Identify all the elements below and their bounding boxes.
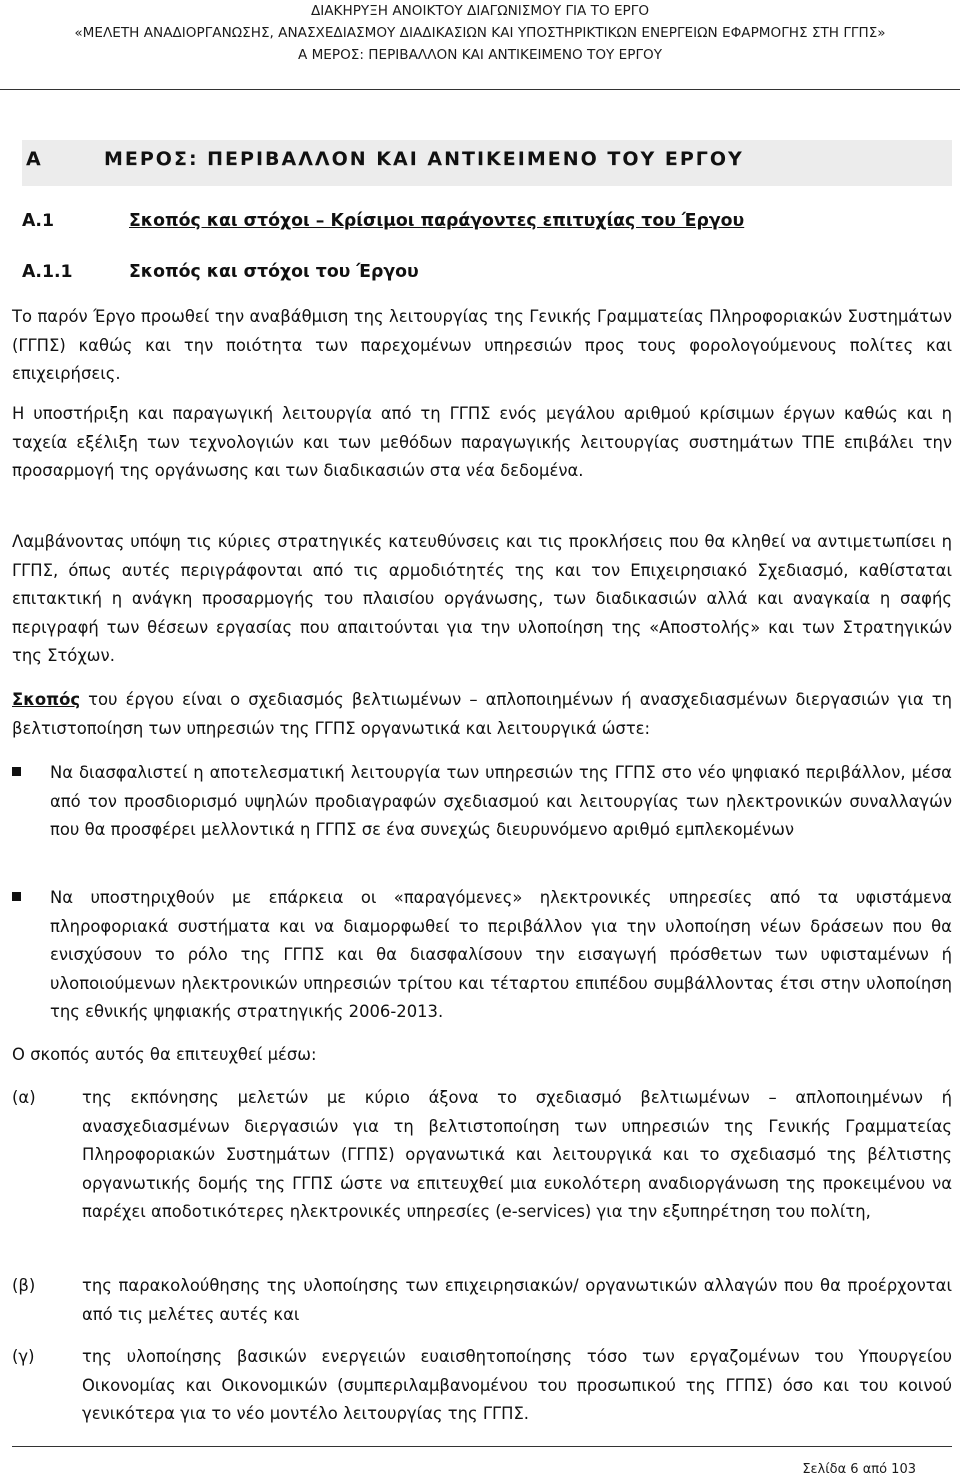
subsection-title: Σκοπός και στόχοι – Κρίσιμοι παράγοντες επιτυχίας του Έργου <box>129 211 745 231</box>
list-text: της υλοποίησης βασικών ενεργειών ευαισθητοποίησης τόσο των εργαζομένων του Υπουργείου Οικονομίας και Οικονομικών (συμπεριλαμβανομένου του προσωπικού της ΓΓΠΣ) όσο και του κοινού γενικότερα για το νέο μοντέλο λειτουργίας της ΓΓΠΣ. <box>82 1347 952 1423</box>
section-title: ΜΕΡΟΣ: ΠΕΡΙΒΑΛΛΟΝ ΚΑΙ ΑΝΤΙΚΕΙΜΕΝΟ ΤΟΥ ΕΡΓΟΥ <box>104 148 744 170</box>
section-number: Α <box>26 148 41 170</box>
section-heading <box>22 140 952 186</box>
page-header <box>0 0 960 90</box>
list-label: (β) <box>12 1276 36 1295</box>
paragraph-4-text: του έργου είναι ο σχεδιασμός βελτιωμένων – απλοποιημένων ή ανασχεδιασμένων διεργασιών για τη βελτιστοποίηση των υπηρεσιών της ΓΓΠΣ οργανωτικά και λειτουργικά ώστε: <box>12 690 952 738</box>
header-line-1: ΔΙΑΚΗΡΥΞΗ ΑΝΟΙΚΤΟΥ ΔΙΑΓΩΝΙΣΜΟΥ ΓΙΑ ΤΟ ΕΡΓΟ <box>310 3 650 19</box>
subsection-number: Α.1 <box>22 211 54 231</box>
square-bullet-icon <box>12 767 21 776</box>
header-divider <box>0 89 960 90</box>
list-text: της εκπόνησης μελετών με κύριο άξονα το σχεδιασμό βελτιωμένων – απλοποιημένων ή ανασχεδιασμένων διεργασιών για τη βελτιστοποίηση των υπηρεσιών της Γενικής Γραμματείας Πληροφοριακών Συστημάτων (ΓΓΠΣ) οργανωτικά και λειτουργικά και το σχεδιασμό της βέλτιστης οργανωτικής δομής της ΓΓΠΣ ώστε να επιτευχθεί μια ευκολότερη αναδιοργάνωση της προκειμένου να παρέχει αποδοτικότερες ηλεκτρονικές υπηρεσίες (e-services) για την εξυπηρέτηση του πολίτη, <box>82 1088 952 1221</box>
list-label: (γ) <box>12 1347 35 1366</box>
paragraph-1: Το παρόν Έργο προωθεί την αναβάθμιση της λειτουργίας της Γενικής Γραμματείας Πληροφοριακών Συστημάτων (ΓΓΠΣ) καθώς και την ποιότητα των παρεχομένων υπηρεσιών προς τους φορολογούμενους πολίτες και επιχειρήσεις. <box>12 307 952 383</box>
list-text: της παρακολούθησης της υλοποίησης των επιχειρησιακών/ οργανωτικών αλλαγών που θα προέρχονται από τις μελέτες αυτές και <box>82 1276 952 1324</box>
subsubsection-title: Σκοπός και στόχοι του Έργου <box>129 262 419 282</box>
paragraph-5: Ο σκοπός αυτός θα επιτευχθεί μέσω: <box>12 1045 317 1064</box>
purpose-keyword: Σκοπός <box>12 690 81 709</box>
header-line-2: «ΜΕΛΕΤΗ ΑΝΑΔΙΟΡΓΑΝΩΣΗΣ, ΑΝΑΣΧΕΔΙΑΣΜΟΥ ΔΙΑΔΙΚΑΣΙΩΝ ΚΑΙ ΥΠΟΣΤΗΡΙΚΤΙΚΩΝ ΕΝΕΡΓΕΙΩΝ ΕΦΑΡΜΟΓΗΣ ΣΤΗ ΓΓΠΣ» <box>74 25 886 41</box>
list-label: (α) <box>12 1088 36 1107</box>
square-bullet-icon <box>12 892 21 901</box>
paragraph-2: Η υποστήριξη και παραγωγική λειτουργία από τη ΓΓΠΣ ενός μεγάλου αριθμού κρίσιμων έργων καθώς και η ταχεία εξέλιξη των τεχνολογιών και των μεθόδων παραγωγικής λειτουργίας συστημάτων ΤΠΕ επιβάλει την προσαρμογή της οργάνωσης και των διαδικασιών στα νέα δεδομένα. <box>12 404 952 480</box>
subsubsection-number: Α.1.1 <box>22 262 73 282</box>
paragraph-3: Λαμβάνοντας υπόψη τις κύριες στρατηγικές κατευθύνσεις και τις προκλήσεις που θα κληθεί να αντιμετωπίσει η ΓΓΠΣ, όπως αυτές περιγράφονται από τις αρμοδιότητές της και τον Επιχειρησιακό Σχεδιασμό, καθίσταται επιτακτική η ανάγκη προσαρμογής του πλαισίου οργάνωσης, των διαδικασιών αλλά και αναγκαία η σαφής περιγραφή των θέσεων εργασίας που απαιτούνται για την υλοποίηση της «Αποστολής» και των Στρατηγικών της Στόχων. <box>12 532 952 665</box>
page-number: Σελίδα 6 από 103 <box>802 1462 916 1477</box>
bullet-text: Να υποστηριχθούν με επάρκεια οι «παραγόμενες» ηλεκτρονικές υπηρεσίες από τα υφιστάμενα πληροφοριακά συστήματα και να διαμορφωθεί το περιβάλλον για την υλοποίηση νέων δράσεων που θα ενισχύσουν το ρόλο της ΓΓΠΣ και θα διασφαλίσουν την εισαγωγή πρόσθετων των υφισταμένων ή υλοποιούμενων ηλεκτρονικών υπηρεσιών τρίτου και τέταρτου επιπέδου συμβάλλοντας έτσι στην υλοποίηση της εθνικής ψηφιακής στρατηγικής 2006-2013. <box>50 888 952 1021</box>
footer-divider <box>12 1446 952 1447</box>
header-line-3: Α ΜΕΡΟΣ: ΠΕΡΙΒΑΛΛΟΝ ΚΑΙ ΑΝΤΙΚΕΙΜΕΝΟ ΤΟΥ ΕΡΓΟΥ <box>297 47 663 63</box>
paragraph-4 <box>12 686 952 743</box>
bullet-text: Να διασφαλιστεί η αποτελεσματική λειτουργία των υπηρεσιών της ΓΓΠΣ στο νέο ψηφιακό περιβάλλον, μέσα από τον προσδιορισμό υψηλών προδιαγραφών σχεδιασμού και λειτουργίας των ηλεκτρονικών συναλλαγών που θα προσφέρει μελλοντικά η ΓΓΠΣ σε ένα συνεχώς διευρυνόμενο αριθμό εμπλεκομένων <box>50 763 952 839</box>
